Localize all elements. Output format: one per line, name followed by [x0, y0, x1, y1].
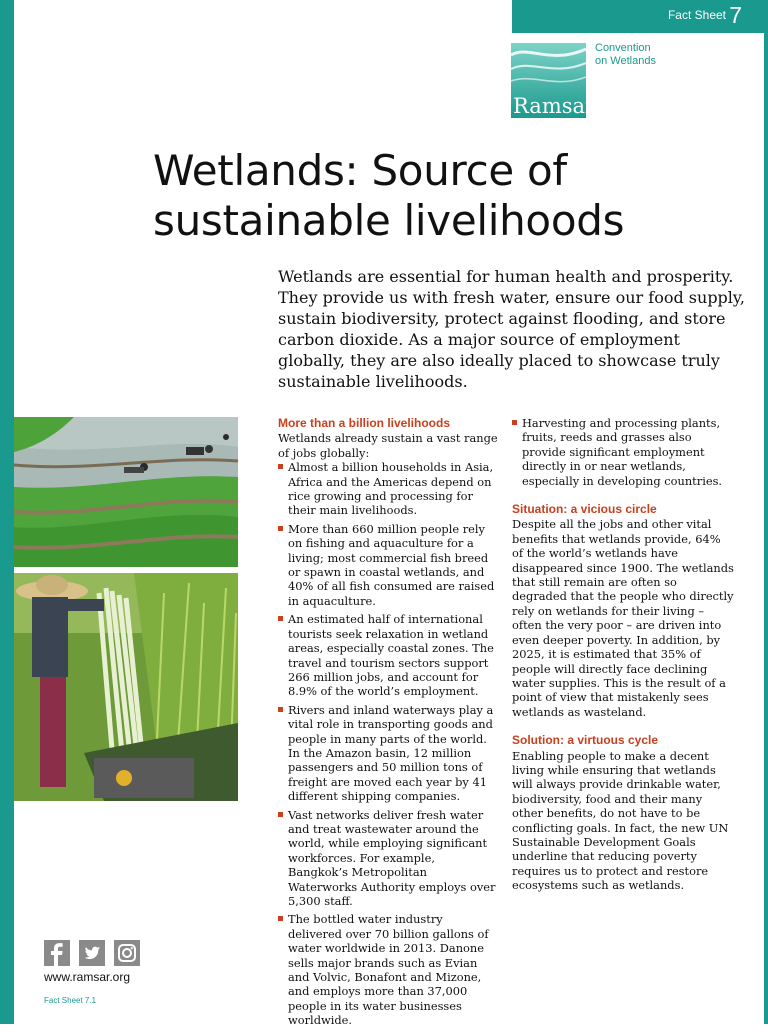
list-item: The bottled water industry delivered over 70 billion gallons of water worldwide in 2013. Danone sells major brands such as Evian and Volvic, Bonafont and Mizone, and employs more than 37,000 people in its water businesses worldwide.	[278, 912, 498, 1027]
website-link[interactable]: www.ramsar.org	[44, 970, 131, 984]
list-item: Vast networks deliver fresh water and treat wastewater around the world, while employing significant workforces. For example, Bangkok’s Metropolitan Waterworks Authority employs over 5,300 staff.	[278, 808, 498, 909]
convention-line-1: Convention	[595, 42, 651, 54]
fact-sheet-tab	[512, 0, 768, 33]
reed-harvester-photo	[14, 573, 238, 801]
list-item: Harvesting and processing plants, fruits, reeds and grasses also provide significant employment directly in or near wetlands, especially in developing countries.	[512, 416, 734, 488]
list-item: Rivers and inland waterways play a vital role in transporting goods and people in many parts of the world. In the Amazon basin, 12 million passengers and 50 million tons of freight are moved each year by 41 different shipping companies.	[278, 703, 498, 804]
column-right	[512, 416, 734, 893]
list-item: Almost a billion households in Asia, Africa and the Americas depend on rice growing and processing for their main livelihoods.	[278, 460, 498, 518]
rice-terrace-photo	[14, 417, 238, 567]
livelihoods-list-continued	[512, 416, 734, 488]
fact-sheet-number: 7	[729, 2, 742, 28]
twitter-icon[interactable]	[79, 940, 105, 966]
page-label: Fact Sheet 7.1	[44, 996, 97, 1005]
section-body-situation: Despite all the jobs and other vital benefits that wetlands provide, 64% of the world’s wetlands have disappeared since 1900. The wetlands that still remain are often so degraded that the people who directly rely on wetlands for their living – often the very poor – are driven into even deeper poverty. In addition, by 2025, it is estimated that 35% of people will directly face declining water supplies. This is the result of a point of view that mistakenly sees wetlands as wasteland.	[512, 517, 734, 719]
page-title	[153, 146, 624, 246]
section-heading-situation: Situation: a vicious circle	[512, 502, 657, 517]
instagram-icon[interactable]	[114, 940, 140, 966]
title-line-2: sustainable livelihoods	[153, 196, 625, 245]
section-body-solution: Enabling people to make a decent living while ensuring that wetlands will always provide drinkable water, biodiversity, food and their many other benefits, do not have to be conflicting goals. In fact, the new UN Sustainable Development Goals underline that reducing poverty requires us to protect and restore ecosystems such as wetlands.	[512, 748, 729, 893]
list-item: An estimated half of international tourists seek relaxation in wetland areas, especially coastal zones. The travel and tourism sectors support 266 million jobs, and account for 8.9% of the world’s employment.	[278, 612, 498, 698]
section-heading-solution: Solution: a virtuous cycle	[512, 733, 659, 748]
facebook-icon[interactable]	[44, 940, 70, 966]
list-item: More than 660 million people rely on fishing and aquaculture for a living; most commercial fish breed or spawn in coastal wetlands, and 40% of all fish consumed are raised in aquaculture.	[278, 522, 498, 608]
column-left	[278, 416, 498, 1032]
convention-name	[595, 42, 656, 68]
fact-sheet-label: Fact Sheet	[667, 8, 726, 22]
convention-line-2: on Wetlands	[595, 55, 656, 67]
social-icons	[44, 940, 144, 966]
section-lead: Wetlands already sustain a vast range of jobs globally:	[278, 431, 498, 460]
right-accent-bar	[764, 0, 768, 1024]
intro-paragraph: Wetlands are essential for human health and prosperity. They provide us with fresh water, ensure our food supply, sustain biodiversity, protect against flooding, and store carbon dioxide. As a major source of employment globally, they are also ideally placed to showcase truly sustainable livelihoods.	[278, 267, 745, 391]
left-accent-bar	[0, 0, 14, 1024]
svg-text:Ramsar: Ramsar	[513, 94, 596, 118]
title-line-1: Wetlands: Source of	[153, 146, 567, 195]
ramsar-logo	[511, 43, 596, 118]
livelihoods-list	[278, 460, 498, 1027]
section-heading-livelihoods: More than a billion livelihoods	[278, 416, 451, 430]
